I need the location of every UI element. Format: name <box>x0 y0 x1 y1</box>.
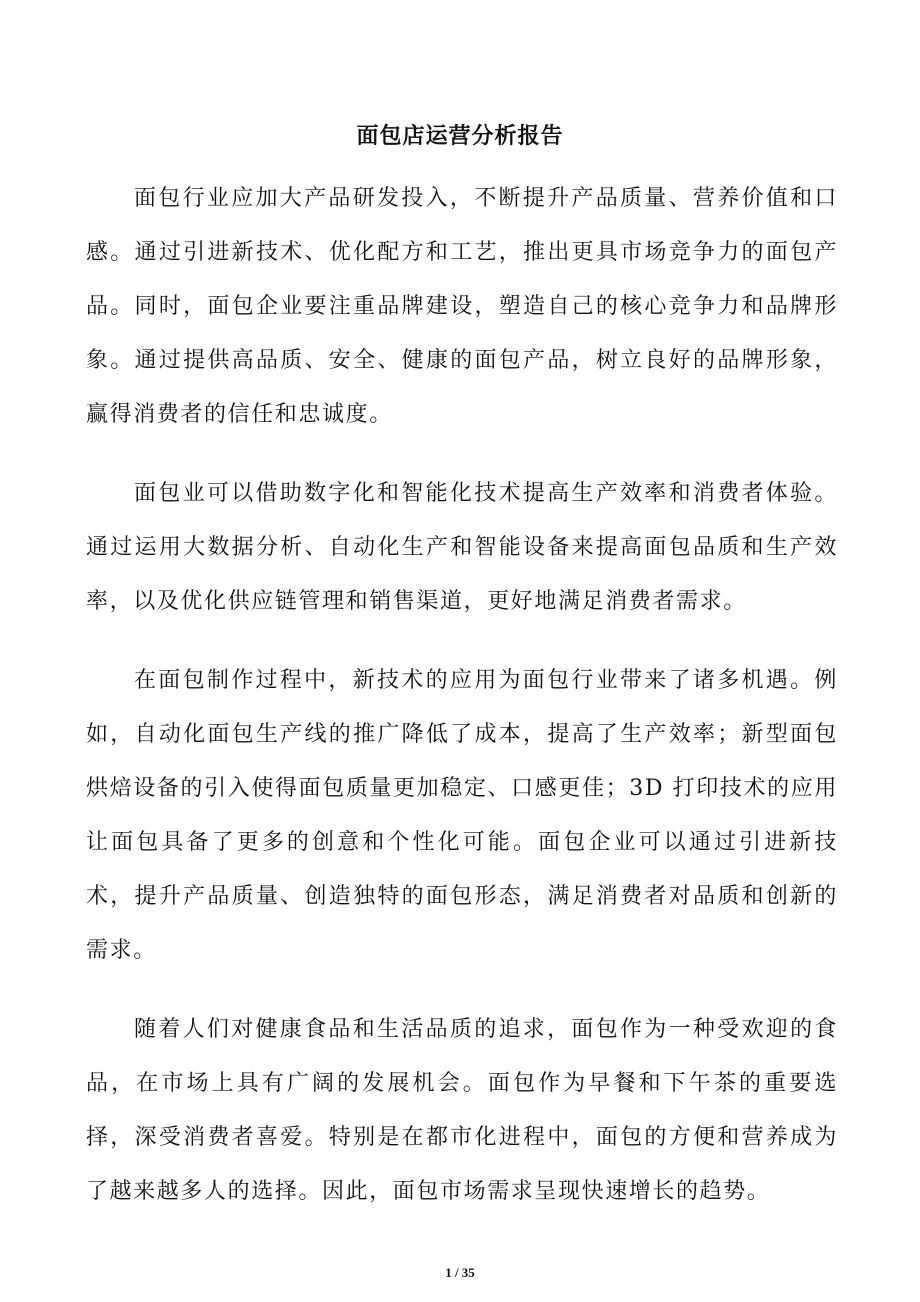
page-number: 1 / 35 <box>445 1265 475 1280</box>
paragraph-4: 随着人们对健康食品和生活品质的追求，面包作为一种受欢迎的食品，在市场上具有广阔的发展机会。面包作为早餐和下午茶的重要选择，深受消费者喜爱。特别是在都市化进程中，面包的方便和营养成为了越来越多人的选择。因此，面包市场需求呈现快速增长的趋势。 <box>86 1017 838 1204</box>
paragraph-2: 面包业可以借助数字化和智能化技术提高生产效率和消费者体验。通过运用大数据分析、自动化生产和智能设备来提高面包品质和生产效率，以及优化供应链管理和销售渠道，更好地满足消费者需求。 <box>86 481 838 614</box>
paragraph-1: 面包行业应加大产品研发投入，不断提升产品质量、营养价值和口感。通过引进新技术、优化配方和工艺，推出更具市场竞争力的面包产品。同时，面包企业要注重品牌建设，塑造自己的核心竞争力和品牌形象。通过提供高品质、安全、健康的面包产品，树立良好的品牌形象，赢得消费者的信任和忠诚度。 <box>86 186 838 427</box>
document-body <box>86 172 838 1244</box>
paragraph-3: 在面包制作过程中，新技术的应用为面包行业带来了诸多机遇。例如，自动化面包生产线的推广降低了成本，提高了生产效率；新型面包烘焙设备的引入使得面包质量更加稳定、口感更佳；3D 打印技术的应用让面包具备了更多的创意和个性化可能。面包企业可以通过引进新技术，提升产品质量、创造独特的面包形态，满足消费者对品质和创新的需求。 <box>86 668 838 963</box>
document-title: 面包店运营分析报告 <box>356 124 564 149</box>
